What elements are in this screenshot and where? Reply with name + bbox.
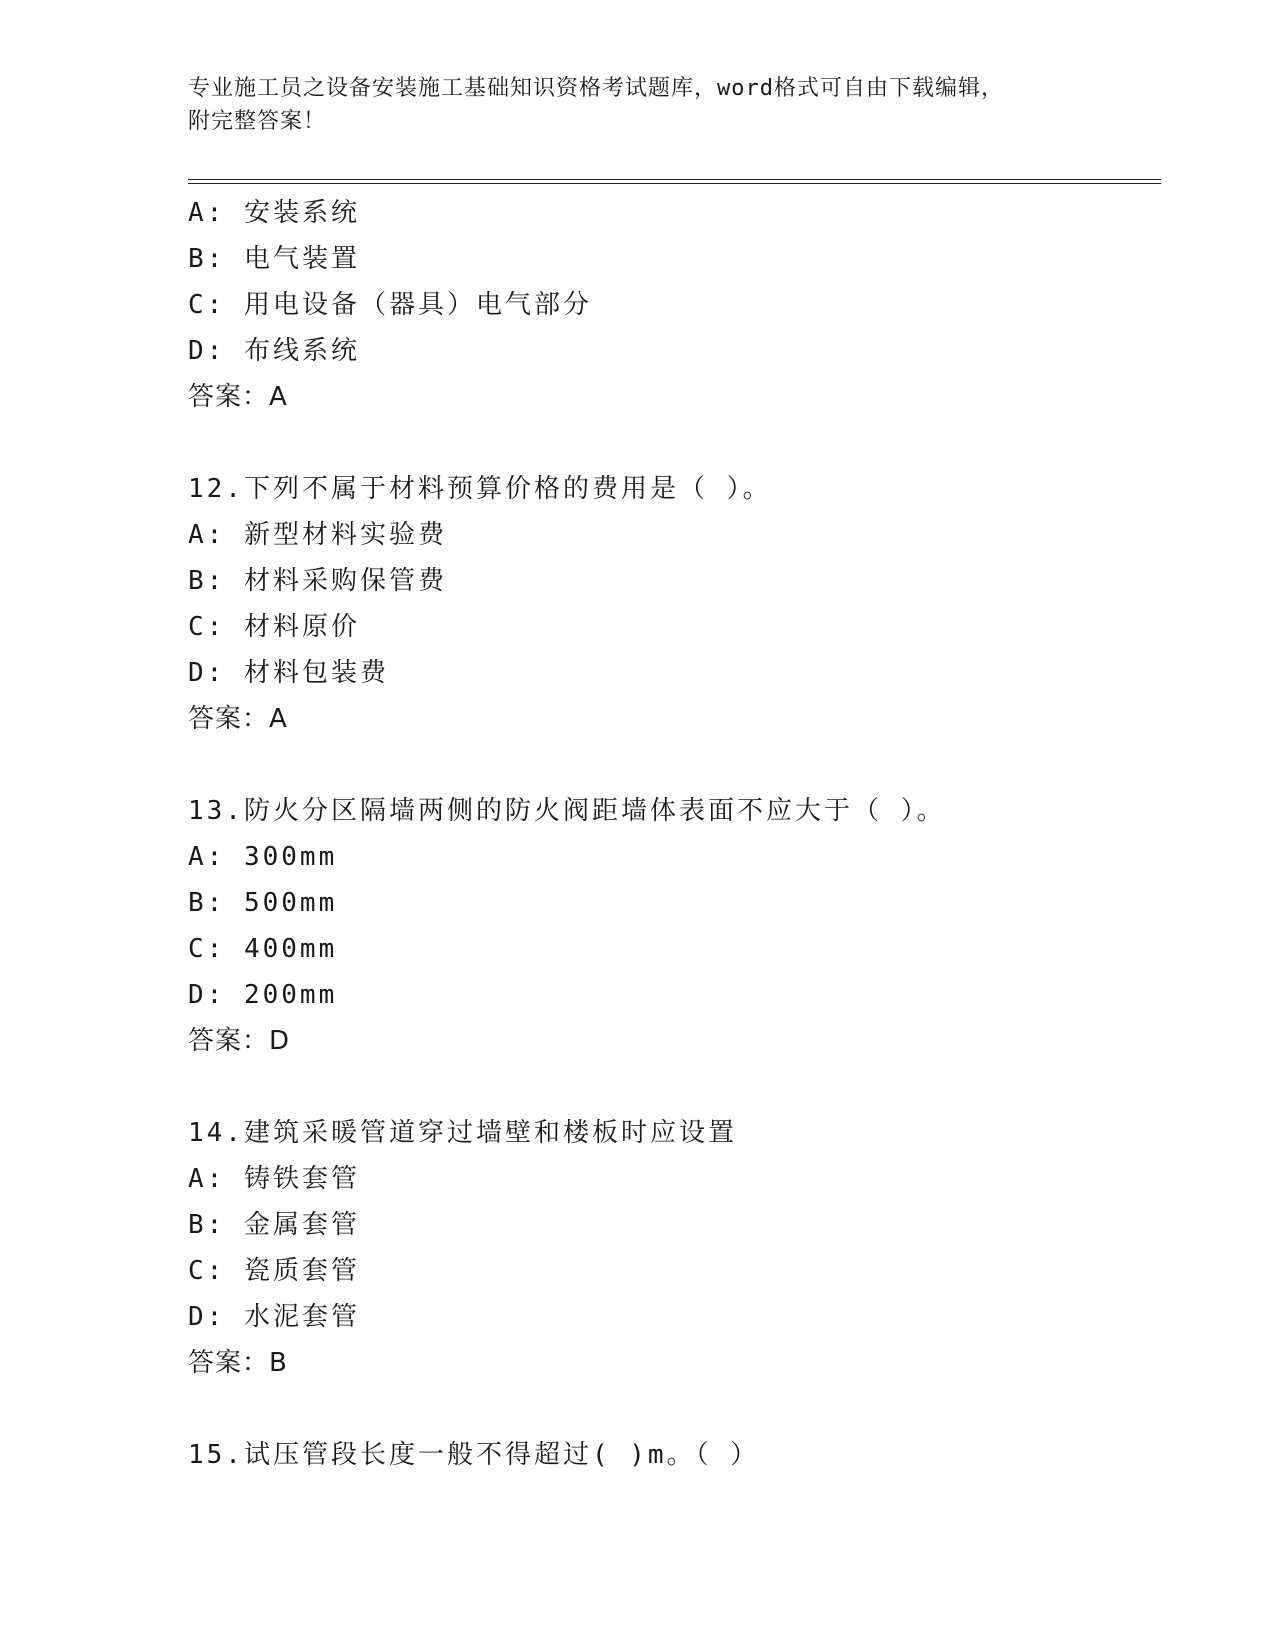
option-d: D: 布线系统 [188, 336, 360, 366]
spacer [188, 420, 1168, 466]
spacer [188, 1386, 1168, 1432]
option-c: C: 400mm [188, 934, 338, 964]
option-d: D: 200mm [188, 980, 338, 1010]
option-a: A: 新型材料实验费 [188, 520, 447, 550]
answer: 答案：A [188, 704, 288, 734]
question-text: 13.防火分区隔墙两侧的防火阀距墙体表面不应大于（ ）。 [188, 796, 946, 826]
header-title-line-1: 专业施工员之设备安装施工基础知识资格考试题库，word格式可自由下载编辑， [188, 76, 1004, 101]
question-text: 14.建筑采暖管道穿过墙壁和楼板时应设置 [188, 1118, 737, 1148]
question-text: 15.试压管段长度一般不得超过( )m。（ ） [188, 1440, 760, 1470]
option-b: B: 电气装置 [188, 244, 360, 274]
option-b: B: 金属套管 [188, 1210, 360, 1240]
option-c: C: 用电设备（器具）电气部分 [188, 290, 592, 320]
option-a: A: 铸铁套管 [188, 1164, 360, 1194]
option-a: A: 安装系统 [188, 198, 360, 228]
question-15 [188, 1432, 1168, 1478]
answer: 答案：B [188, 1348, 288, 1378]
answer: 答案：A [188, 382, 288, 412]
option-a: A: 300mm [188, 842, 338, 872]
option-b: B: 500mm [188, 888, 338, 918]
option-d: D: 水泥套管 [188, 1302, 360, 1332]
option-c: C: 瓷质套管 [188, 1256, 360, 1286]
option-d: D: 材料包装费 [188, 658, 389, 688]
answer: 答案：D [188, 1026, 291, 1056]
option-c: C: 材料原价 [188, 612, 360, 642]
question-14 [188, 1110, 1168, 1386]
question-list [188, 190, 1168, 1478]
option-b: B: 材料采购保管费 [188, 566, 447, 596]
document-header [188, 72, 1088, 138]
question-text: 12.下列不属于材料预算价格的费用是（ ）。 [188, 474, 772, 504]
spacer [188, 742, 1168, 788]
spacer [188, 1064, 1168, 1110]
question-12 [188, 466, 1168, 742]
header-divider-bottom [188, 183, 1161, 184]
header-divider-top [188, 179, 1161, 180]
header-title-line-2: 附完整答案！ [188, 109, 327, 134]
question-11 [188, 190, 1168, 420]
question-13 [188, 788, 1168, 1064]
